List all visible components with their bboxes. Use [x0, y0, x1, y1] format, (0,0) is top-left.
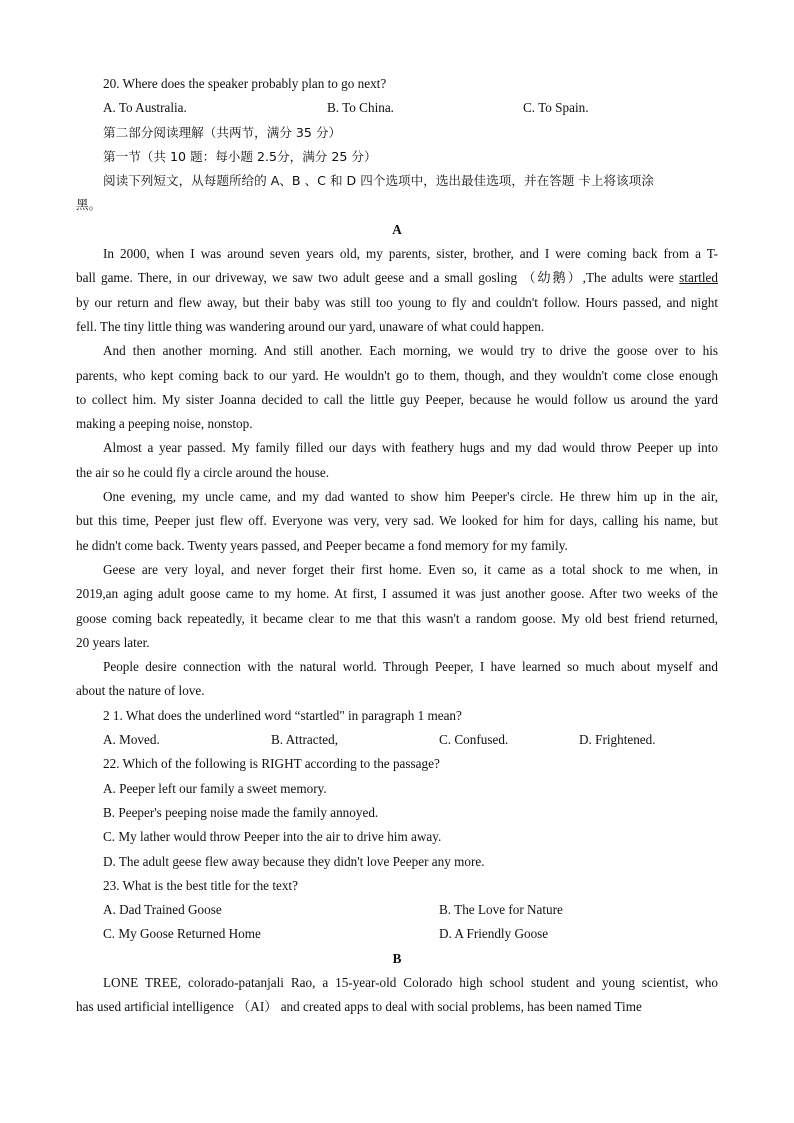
q21-option-b: B. Attracted,	[271, 732, 339, 748]
passage-b-p1-line1: LONE TREE, colorado-patanjali Rao, a 15-year-old Colorado high school student and young scientist, who	[103, 974, 718, 990]
passage-a-p1-line4: fell. The tiny little thing was wandering around our yard, unaware of what could happen.	[76, 318, 545, 334]
q20-option-c: C. To Spain.	[523, 100, 589, 116]
passage-a-p4-line3: he didn't come back. Twenty years passed, and Peeper became a fond memory for my family.	[76, 537, 568, 553]
q23-options-row1	[76, 898, 718, 922]
passage-a-p1-line3: by our return and flew away, but their baby was still too young to fly and couldn't follow. Hours passed, and night	[76, 294, 718, 310]
q21-option-d: D. Frightened.	[579, 732, 656, 748]
passage-a-p3-line2: the air so he could fly a circle around the house.	[76, 464, 330, 480]
section1-heading: 第一节（共 10 题：每小题 2.5分，满分 25 分）	[103, 148, 377, 164]
passage-a-p1-line2-text: ball game. There, in our driveway, we saw two adult geese and a small gosling （幼鹅）,The adults were	[76, 270, 680, 286]
q22-option-a: A. Peeper left our family a sweet memory.	[103, 780, 327, 796]
q22-option-d: D. The adult geese flew away because they didn't love Peeper any more.	[103, 853, 485, 869]
passage-b-label: B	[392, 950, 402, 966]
q21-options	[76, 728, 718, 752]
q23-option-b: B. The Love for Nature	[439, 902, 563, 918]
passage-a-p2-line4: making a peeping noise, nonstop.	[76, 416, 253, 432]
q22-option-c: C. My lather would throw Peeper into the air to drive him away.	[103, 829, 442, 845]
passage-b-p1-line2: has used artificial intelligence （AI） and created apps to deal with social problems, has been named Time	[76, 999, 642, 1015]
part2-heading: 第二部分阅读理解（共两节，满分 35 分）	[103, 124, 342, 140]
q22-option-b: B. Peeper's peeping noise made the family annoyed.	[103, 804, 379, 820]
exam-page	[76, 72, 718, 1020]
q20-question: 20. Where does the speaker probably plan to go next?	[103, 76, 387, 91]
passage-a-p2-line3: to collect him. My sister Joanna decided to call the little guy Peeper, because he would follow us around the yard	[76, 391, 718, 407]
q23-question: 23. What is the best title for the text?	[103, 877, 298, 893]
q23-option-c: C. My Goose Returned Home	[103, 926, 261, 942]
passage-a-p6-line2: about the nature of love.	[76, 683, 205, 699]
q21-option-a: A. Moved.	[103, 732, 160, 748]
passage-a-p5-line2: 2019,an aging adult goose came to my home. At first, I assumed it was just another goose. After two weeks of the	[76, 586, 718, 602]
passage-a-p3-line1: Almost a year passed. My family filled our days with feathery hugs and my dad would throw Peeper up into	[103, 440, 718, 456]
passage-a-p2-line1: And then another morning. And still another. Each morning, we would try to drive the goose over to his	[103, 343, 718, 359]
passage-a-p5-line3: goose coming back repeatedly, it became clear to me that this wasn't a random goose. My old best friend returned,	[76, 610, 718, 626]
q21-question: 2 1. What does the underlined word “startled" in paragraph 1 mean?	[103, 707, 462, 723]
q20-option-b: B. To China.	[327, 100, 394, 116]
passage-a-p2-line2: parents, who kept coming back to our yard. He wouldn't go to them, though, and they wouldn't come close enough	[76, 367, 718, 383]
passage-a-p5-line4: 20 years later.	[76, 634, 150, 650]
underlined-word-startled: startled	[679, 270, 718, 286]
passage-a-p1-line1: In 2000, when I was around seven years old, my parents, sister, brother, and I were coming back from a T-	[103, 246, 718, 262]
q23-options-row2	[76, 922, 718, 946]
passage-a-label: A	[392, 221, 402, 237]
passage-a-p5-line1: Geese are very loyal, and never forget their first home. Even so, it came as a total shock to me when, in	[103, 561, 718, 577]
q23-option-d: D. A Friendly Goose	[439, 926, 549, 942]
passage-a-p4-line2: but this time, Peeper just flew off. Everyone was very, very sad. We looked for him for days, calling his name, but	[76, 513, 718, 529]
passage-a-p1-line2	[76, 266, 718, 290]
q20-options	[76, 96, 718, 120]
q22-question: 22. Which of the following is RIGHT according to the passage?	[103, 756, 440, 772]
passage-a-p6-line1: People desire connection with the natural world. Through Peeper, I have learned so much about myself and	[103, 659, 718, 675]
instruction-line-2: 黑。	[76, 197, 102, 213]
q23-option-a: A. Dad Trained Goose	[103, 902, 222, 918]
passage-a-p4-line1: One evening, my uncle came, and my dad wanted to show him Peeper's circle. He threw him up in the air,	[103, 489, 718, 505]
instruction-line-1: 阅读下列短文，从每题所给的 A、B 、C 和 D 四个选项中，选出最佳选项，并在答题 卡上将该项涂	[103, 173, 654, 189]
q21-option-c: C. Confused.	[439, 732, 509, 748]
q20-option-a: A. To Australia.	[103, 100, 187, 116]
